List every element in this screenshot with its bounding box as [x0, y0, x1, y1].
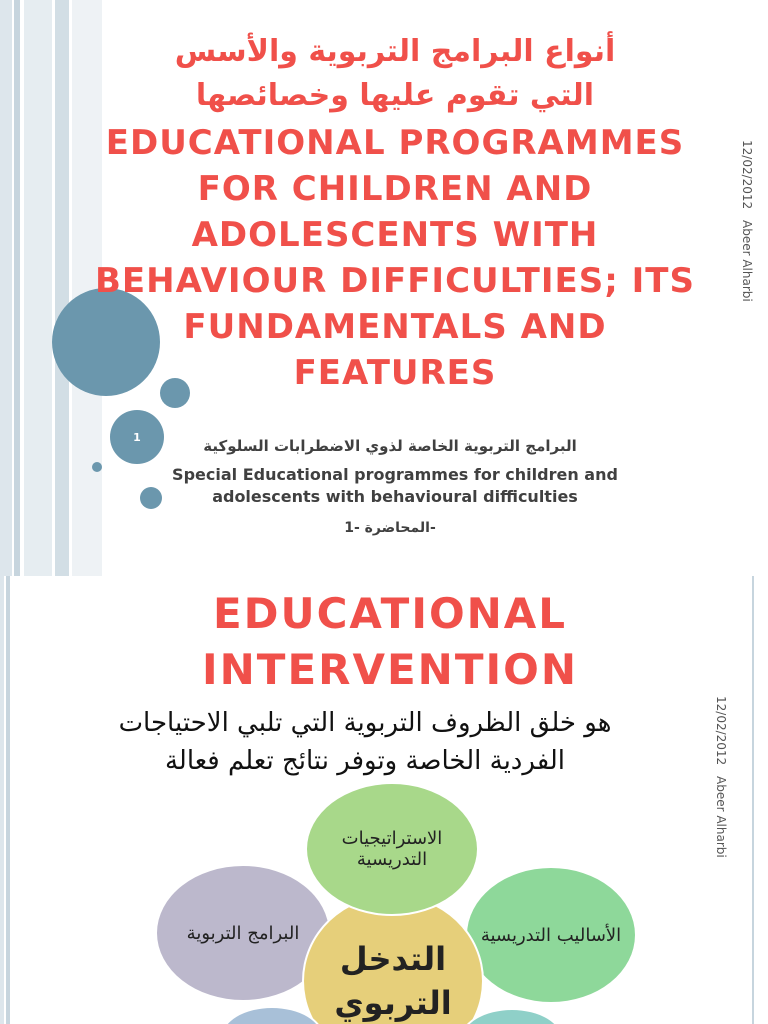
- slide-date: 12/02/2012: [740, 140, 754, 210]
- slide-title: EDUCATIONAL INTERVENTION: [202, 589, 578, 694]
- decor-stripe: [24, 0, 52, 576]
- title-english: EDUCATIONAL PROGRAMMES FOR CHILDREN AND ADOLESCENTS WITH BEHAVIOUR DIFFICULTIES; ITS FUNDAMENTALS AND FEATURES: [95, 123, 695, 393]
- title-arabic-line: أنواع البرامج التربوية والأسس: [174, 34, 616, 69]
- bubble-educational-programmes: البرامج التربوية: [155, 864, 331, 1002]
- definition-line: الفردية الخاصة وتوفر نتائج تعلم فعالة: [164, 746, 566, 776]
- lecture-label: -المحاضرة -1: [344, 520, 436, 536]
- decor-stripe: [55, 0, 69, 576]
- decor-stripe: [752, 576, 754, 1024]
- decor-stripe: [734, 576, 768, 1024]
- slide-author: Abeer Alharbi: [740, 220, 754, 302]
- slide-2: [0, 576, 768, 1024]
- decor-circle-small: [92, 462, 102, 472]
- definition-text: [40, 704, 690, 780]
- definition-line: هو خلق الظروف التربوية التي تلبي الاحتياجات: [118, 708, 612, 738]
- title-arabic-line: التي تقوم عليها وخصائصها: [195, 78, 595, 113]
- bubble-educational-intervention: التدخل التربوي: [302, 894, 484, 1024]
- slide-author: Abeer Alharbi: [714, 776, 728, 858]
- bubble-teaching-strategies: الاستراتيجيات التدريسية: [305, 782, 479, 916]
- decor-stripe: [6, 576, 10, 1024]
- slide-date: 12/02/2012: [714, 696, 728, 766]
- slide-number: 1: [133, 430, 141, 444]
- decor-stripe: [0, 576, 4, 1024]
- bubble-teaching-methods: الأساليب التدريسية: [465, 866, 637, 1004]
- subtitle-english: Special Educational programmes for children and adolescents with behavioural difficulties: [172, 465, 618, 506]
- decor-stripe: [14, 0, 20, 576]
- subtitle-arabic: البرامج التربوية الخاصة لذوي الاضطرابات السلوكية: [203, 437, 577, 455]
- title-arabic: [90, 30, 700, 118]
- decor-stripe: [0, 0, 12, 576]
